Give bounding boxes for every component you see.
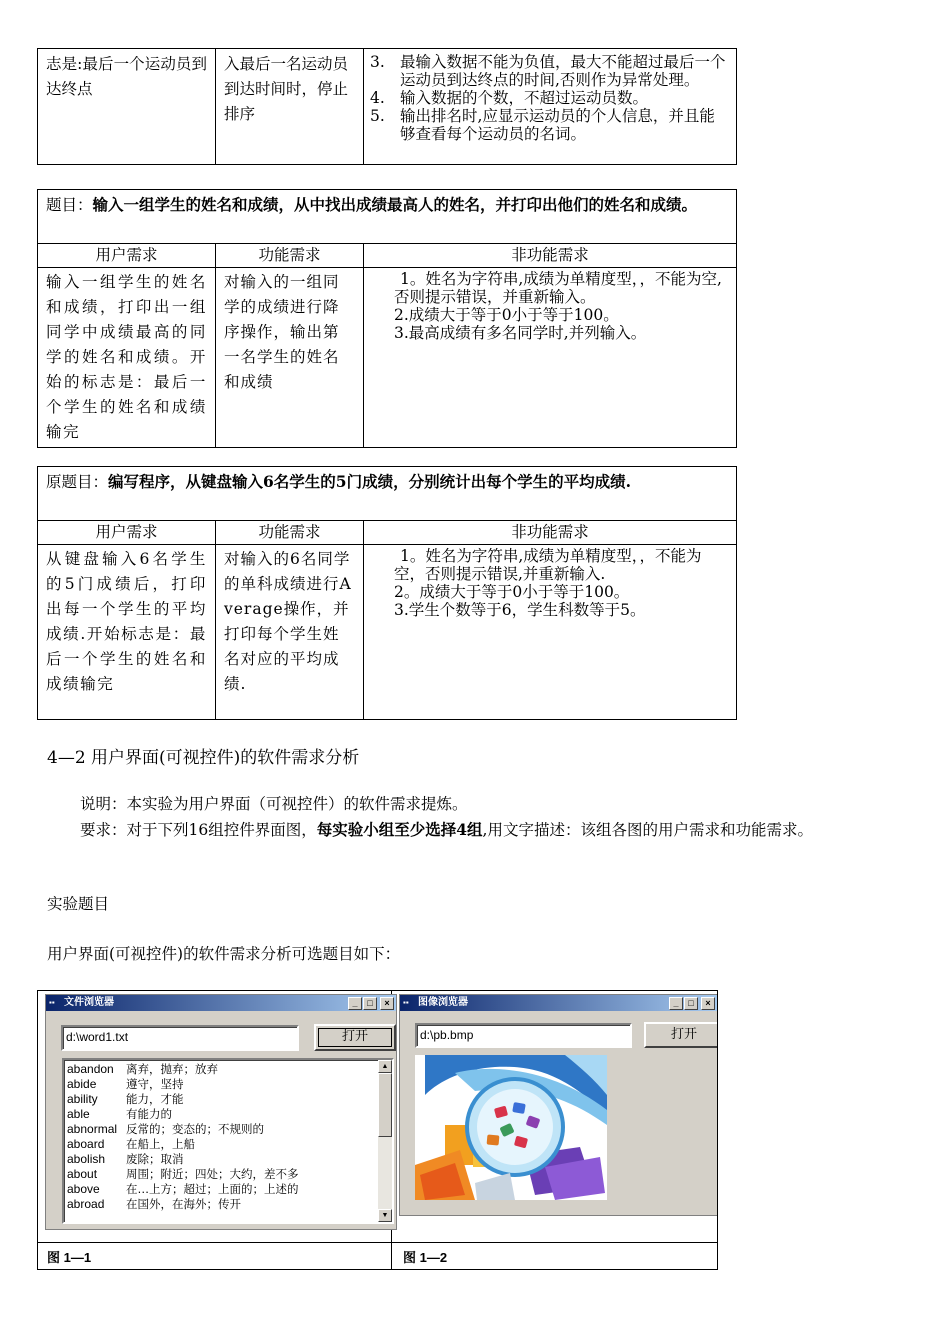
options-intro: 用户界面(可视控件)的软件需求分析可选题目如下： [47, 945, 401, 963]
vertical-scrollbar[interactable] [378, 1060, 392, 1222]
functional-requirement-text: 入最后一名运动员到达时间时，停止排序 [224, 55, 349, 123]
nonfunctional-requirement-cell [364, 268, 737, 448]
list-item[interactable]: about 周围；附近；四处；大约，差不多 [67, 1167, 299, 1181]
list-item: 1。姓名为字符串,成绩为单精度型，，不能为空，否则提示错误,并重新输入. [394, 547, 702, 583]
file-browser-window [45, 994, 397, 1230]
scroll-thumb[interactable] [378, 1073, 392, 1137]
app-icon: ▪▪ [49, 998, 55, 1007]
requirements-table-average-score [37, 466, 737, 720]
caption-divider [37, 1242, 717, 1243]
close-icon[interactable]: × [380, 997, 394, 1010]
clipart-image-icon [415, 1055, 607, 1200]
requirements-table-continued [37, 48, 737, 165]
list-item[interactable]: abandon 离弃，抛弃；放弃 [67, 1062, 218, 1076]
list-item[interactable]: abroad 在国外，在海外；传开 [67, 1197, 241, 1211]
header-functional-requirement: 功能需求 [216, 244, 364, 268]
header-functional-requirement: 功能需求 [216, 521, 364, 545]
list-item: 3. 最输入数据不能为负值，最大不能超过最后一个运动员到达终点的时间,否则作为异常处理。 [370, 53, 726, 89]
nonfunctional-requirement-cell [364, 545, 737, 720]
close-icon[interactable]: × [701, 997, 715, 1010]
list-item[interactable]: ability 能力，才能 [67, 1092, 184, 1106]
header-user-requirement: 用户需求 [38, 521, 216, 545]
maximize-icon[interactable]: □ [363, 997, 377, 1010]
list-item[interactable]: above 在…上方；超过；上面的；上述的 [67, 1182, 299, 1196]
list-item: 1。姓名为字符串,成绩为单精度型，，不能为空,否则提示错误，并重新输入。 [394, 270, 722, 306]
list-item: 3.最高成绩有多名同学时,并列输入。 [394, 324, 647, 342]
list-item[interactable]: abolish 废除；取消 [67, 1152, 184, 1166]
maximize-icon[interactable]: □ [684, 997, 698, 1010]
functional-requirement-cell [216, 49, 364, 165]
window-title: 图像浏览器 [418, 997, 468, 1008]
file-path-input[interactable]: d:\word1.txt [61, 1025, 299, 1051]
window-title: 文件浏览器 [64, 997, 114, 1008]
figure-caption-1: 图 1—1 [47, 1250, 92, 1265]
requirement-paragraph: 要求：对于下列16组控件界面图，每实验小组至少选择4组,用文字描述：该组各图的用户需求和功能需求。 [80, 820, 813, 839]
user-requirement-cell: 从键盘输入6名学生的5门成绩后，打印出每一个学生的平均成绩.开始标志是：最后一个学生的姓名和成绩输完 [38, 545, 216, 720]
word-list[interactable] [62, 1058, 394, 1224]
list-item[interactable]: aboard 在船上，上船 [67, 1137, 195, 1151]
window-titlebar[interactable] [46, 995, 396, 1011]
image-path-input[interactable]: d:\pb.bmp [415, 1023, 632, 1048]
user-requirement-cell: 输入一组学生的姓名和成绩，打印出一组同学中成绩最高的同学的姓名和成绩。开始的标志是：最后一个学生的姓名和成绩输完 [38, 268, 216, 448]
list-item: 2.成绩大于等于0小于等于100。 [394, 306, 619, 324]
header-nonfunctional-requirement: 非功能需求 [364, 244, 737, 268]
problem-title: 题目：输入一组学生的姓名和成绩，从中找出成绩最高人的姓名，并打印出他们的姓名和成绩。 [38, 190, 737, 244]
open-button[interactable]: 打开 [644, 1022, 717, 1048]
list-item[interactable]: abnormal 反常的；变态的；不规则的 [67, 1122, 264, 1136]
list-item: 2。成绩大于等于0小于等于100。 [394, 583, 630, 601]
section-heading: 4—2 用户界面(可视控件)的软件需求分析 [47, 748, 360, 768]
minimize-icon[interactable]: _ [669, 997, 683, 1010]
requirements-table-highest-score [37, 189, 737, 448]
user-requirement-cell [38, 49, 216, 165]
description-paragraph: 说明：本实验为用户界面（可视控件）的软件需求提炼。 [80, 795, 468, 813]
user-requirement-text: 志是:最后一个运动员到达终点 [46, 55, 207, 98]
scroll-down-icon[interactable]: ▼ [378, 1209, 392, 1222]
window-titlebar[interactable] [400, 995, 717, 1011]
header-user-requirement: 用户需求 [38, 244, 216, 268]
header-nonfunctional-requirement: 非功能需求 [364, 521, 737, 545]
list-item[interactable]: abide 遵守，坚持 [67, 1077, 184, 1091]
app-icon: ▪▪ [403, 998, 409, 1007]
scroll-up-icon[interactable]: ▲ [378, 1060, 392, 1073]
list-item: 4. 输入数据的个数，不超过运动员数。 [370, 89, 649, 107]
image-browser-window [399, 994, 717, 1216]
nonfunctional-list [370, 53, 728, 143]
list-item: 3.学生个数等于6，学生科数等于5。 [394, 601, 646, 619]
figure-caption-2: 图 1—2 [403, 1250, 448, 1265]
list-item[interactable]: able 有能力的 [67, 1107, 172, 1121]
image-preview [415, 1055, 607, 1200]
functional-requirement-cell: 对输入的一组同学的成绩进行降序操作，输出第一名学生的姓名和成绩 [216, 268, 364, 448]
functional-requirement-cell: 对输入的6名同学的单科成绩进行Average操作，并打印每个学生姓名对应的平均成绩. [216, 545, 364, 720]
lab-title: 实验题目 [47, 895, 110, 913]
nonfunctional-requirement-cell [364, 49, 737, 165]
open-button[interactable]: 打开 [314, 1024, 396, 1051]
list-item: 5. 输出排名时,应显示运动员的个人信息，并且能够查看每个运动员的名词。 [370, 107, 715, 143]
problem-title: 原题目：编写程序，从键盘输入6名学生的5门成绩，分别统计出每个学生的平均成绩. [38, 467, 737, 521]
minimize-icon[interactable]: _ [348, 997, 362, 1010]
